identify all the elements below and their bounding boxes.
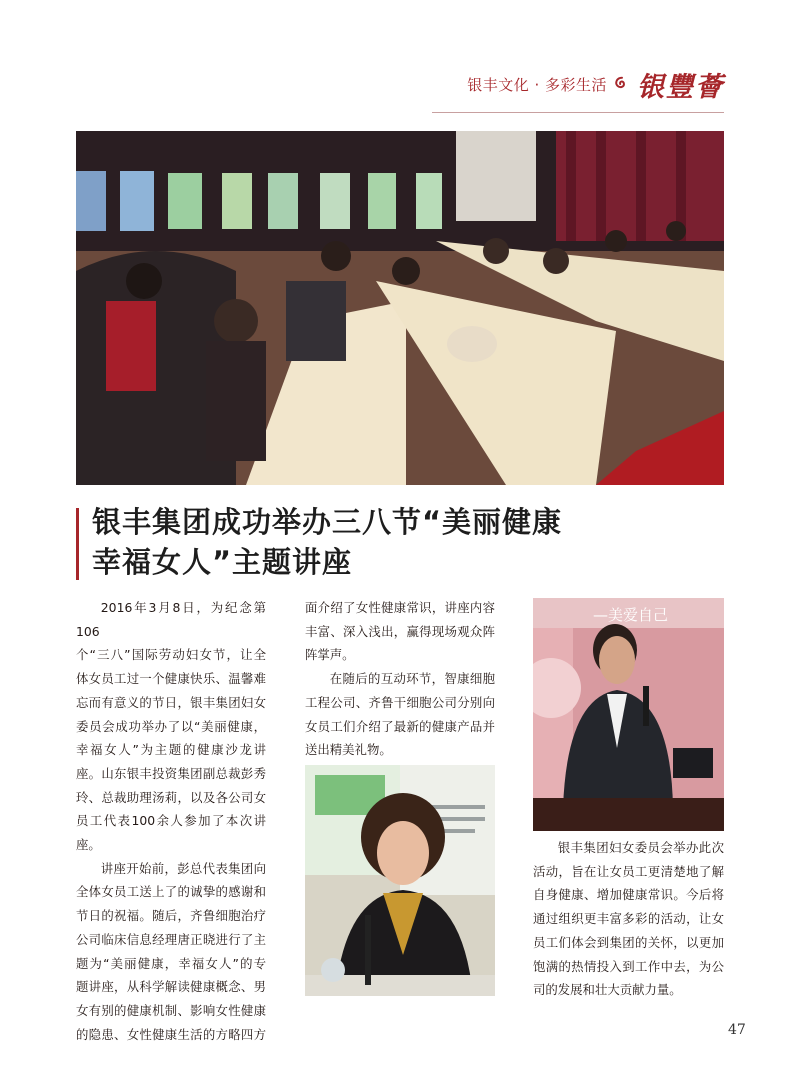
headline-line-1: 银丰集团成功举办三八节“美丽健康 [92, 505, 563, 539]
col1-line: 全体女员工送上了的诚挚的感谢和 [76, 884, 266, 900]
col2-line: 阵掌声。 [305, 647, 355, 663]
body-column-2 [305, 596, 495, 762]
col2-line: 丰富、深入浅出，赢得现场观众阵 [305, 623, 495, 639]
headline-accent-bar [76, 508, 79, 580]
body-column-3 [533, 836, 724, 1002]
article-headline [92, 502, 692, 582]
col3-line: 自身健康、增加健康常识。今后将 [533, 887, 724, 903]
col1-line: 公司临床信息经理唐正晓进行了主 [76, 931, 266, 947]
col1-line: 座。山东银丰投资集团副总裁彭秀 [76, 765, 266, 781]
page-header [467, 64, 724, 104]
col1-line: 题讲座，从科学解读健康概念、男 [76, 979, 266, 995]
brand-logo: 银豐薈 [637, 71, 724, 103]
col1-line: 女有别的健康机制、影响女性健康 [76, 1002, 266, 1018]
banner-text: —美爱自己 [593, 606, 669, 624]
col3-line: 活动，旨在让女员工更清楚地了解 [533, 863, 724, 879]
col3-line: 饱满的热情投入到工作中去，为公 [533, 958, 724, 974]
col1-line: 委员会成功举办了以“美丽健康， [76, 718, 266, 734]
col1-line: 员工代表100余人参加了本次讲座。 [76, 813, 266, 853]
woman-speaker-photo [305, 765, 495, 996]
col1-line: 体女员工过一个健康快乐、温馨难 [76, 671, 266, 687]
col1-line: 玲、总裁助理汤莉，以及各公司女 [76, 789, 266, 805]
col2-line: 送出精美礼物。 [305, 742, 392, 758]
col3-line: 司的发展和壮大贡献力量。 [533, 982, 682, 998]
col2-line: 工程公司、齐鲁干细胞公司分别向 [305, 694, 495, 710]
col1-line: 的隐患、女性健康生活的方略四方 [76, 1026, 266, 1042]
header-rule [432, 112, 724, 113]
audience-photo [76, 131, 724, 485]
swirl-icon [613, 75, 631, 93]
col2-line: 在随后的互动环节，智康细胞 [329, 671, 495, 687]
col1-line: 讲座开始前，彭总代表集团向 [100, 860, 266, 876]
col1-line: 忘而有意义的节日，银丰集团妇女 [76, 694, 266, 710]
col3-line: 员工们体会到集团的关怀，以更加 [533, 934, 724, 950]
col1-line: 题为“美丽健康，幸福女人”的专 [76, 955, 266, 971]
col3-line: 银丰集团妇女委员会举办此次 [557, 840, 724, 855]
man-speaker-photo [533, 598, 724, 831]
col3-line: 通过组织更丰富多彩的活动，让女 [533, 911, 724, 927]
section-label: 银丰文化 · 多彩生活 [467, 75, 607, 94]
headline-line-2: 幸福女人”主题讲座 [92, 545, 353, 579]
body-column-1 [76, 596, 266, 1046]
col1-line: 幸福女人”为主题的健康沙龙讲 [76, 742, 266, 758]
col1-line: 个“三八”国际劳动妇女节，让全 [76, 647, 266, 663]
page-number: 47 [728, 1022, 746, 1038]
col2-line: 面介绍了女性健康常识，讲座内容 [305, 600, 495, 615]
col1-line: 2016年3月8日，为纪念第106 [76, 600, 266, 639]
col2-line: 女员工们介绍了最新的健康产品并 [305, 718, 495, 734]
col1-line: 节日的祝福。随后，齐鲁细胞治疗 [76, 908, 266, 924]
